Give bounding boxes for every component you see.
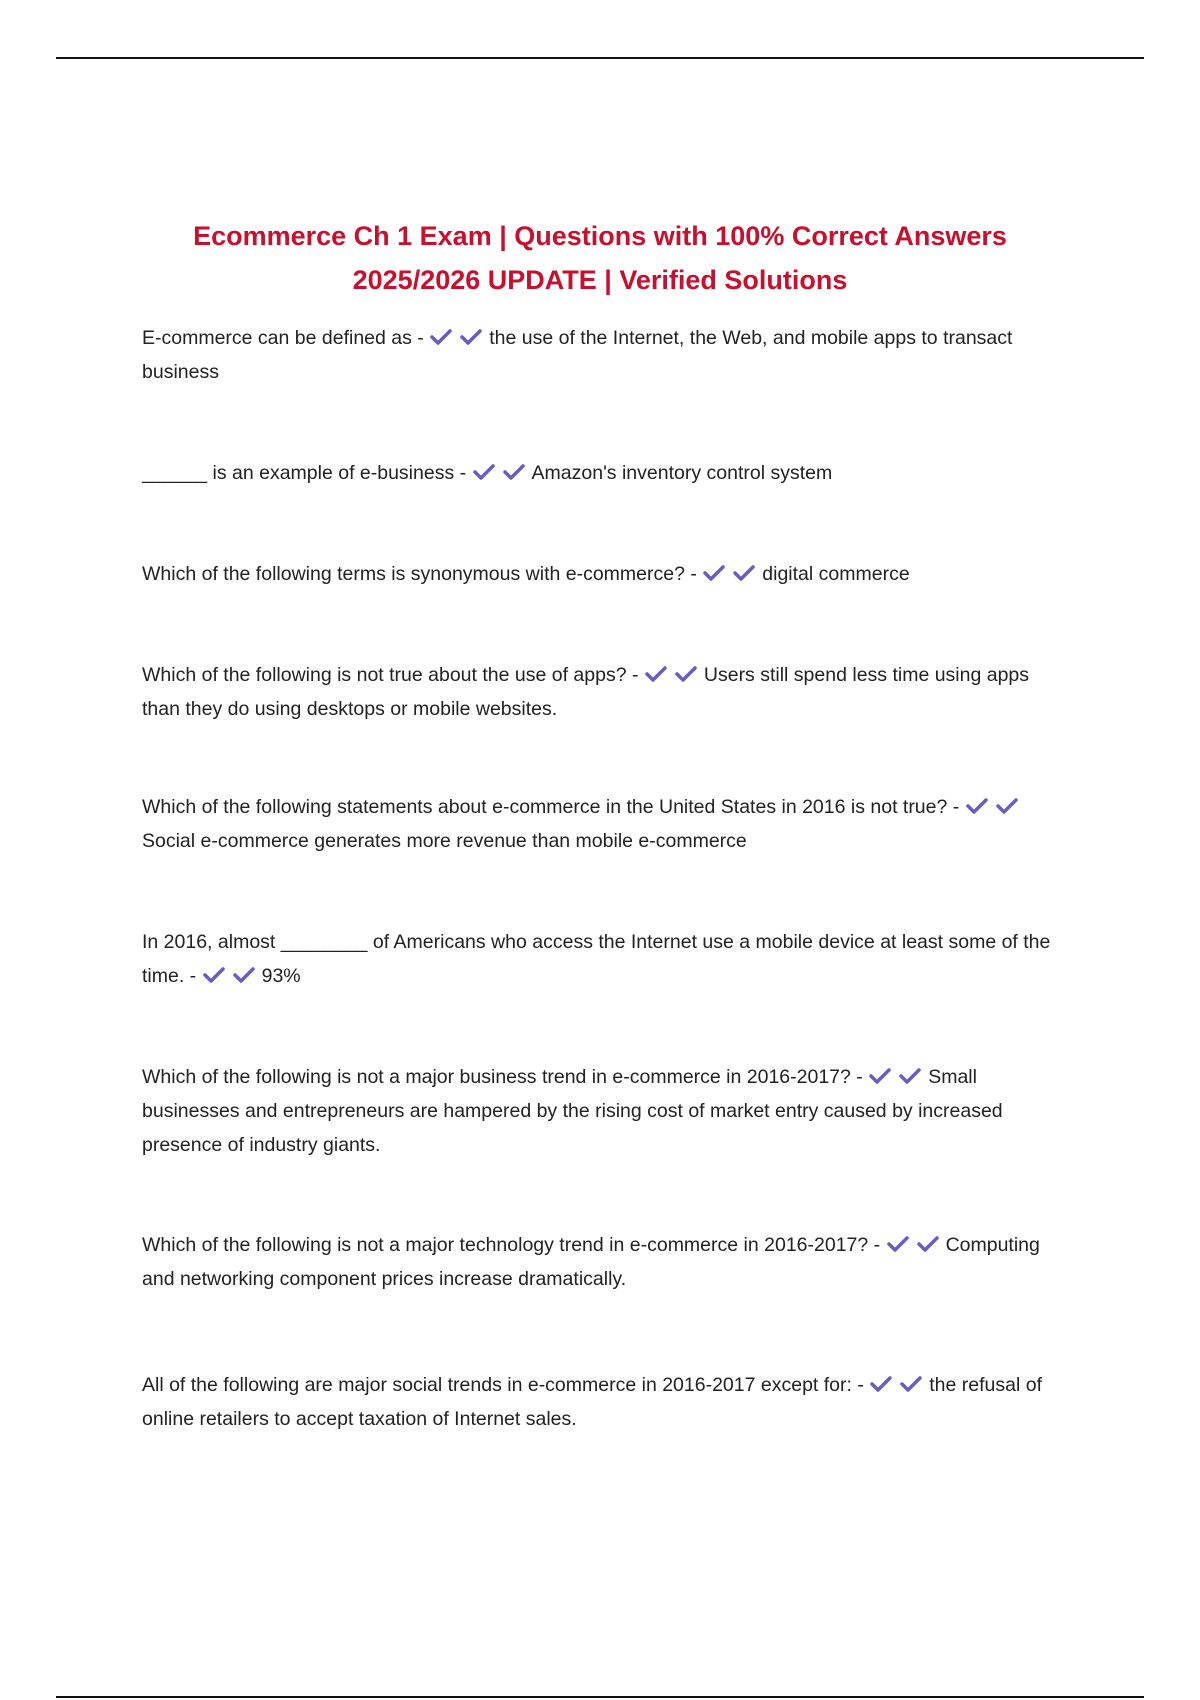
checkmark-icon [869, 1374, 893, 1394]
checkmark-icon [898, 1066, 922, 1086]
question-text: In 2016, almost ________ of Americans who access the Internet use a mobile device at least some of the time. - [142, 931, 1051, 987]
checkmark-icon [702, 563, 726, 583]
checkmark-icon [674, 664, 698, 684]
title-line-1: Ecommerce Ch 1 Exam | Questions with 100% Correct Answers [193, 221, 1007, 251]
qa-item-8 [142, 1228, 1062, 1296]
question-text: E-commerce can be defined as - [142, 327, 430, 349]
question-text: Which of the following terms is synonymous with e-commerce? - [142, 563, 703, 585]
checkmark-icon [965, 796, 989, 816]
qa-item-3 [142, 557, 1062, 591]
qa-item-1 [142, 321, 1062, 389]
checkmark-icon [429, 327, 453, 347]
question-text: All of the following are major social trends in e-commerce in 2016-2017 except for: - [142, 1374, 870, 1396]
answer-text: 93% [261, 965, 301, 987]
answer-text: the refusal of online retailers to accept taxation of Internet sales. [142, 1374, 1042, 1430]
checkmark-icon [899, 1374, 923, 1394]
checkmark-icon [916, 1234, 940, 1254]
checkmark-icon [644, 664, 668, 684]
document-title [100, 214, 1100, 302]
answer-text: Social e-commerce generates more revenue than mobile e-commerce [142, 830, 747, 852]
checkmark-icon [886, 1234, 910, 1254]
qa-item-2 [142, 456, 1062, 490]
top-rule [56, 57, 1144, 59]
question-text: ______ is an example of e-business - [142, 462, 472, 484]
checkmark-icon [995, 796, 1019, 816]
checkmark-icon [202, 965, 226, 985]
qa-item-5 [142, 790, 1062, 858]
question-text: Which of the following is not true about the use of apps? - [142, 664, 644, 686]
checkmark-icon [868, 1066, 892, 1086]
title-line-2: 2025/2026 UPDATE | Verified Solutions [352, 265, 848, 295]
checkmark-icon [502, 462, 526, 482]
answer-text: the use of the Internet, the Web, and mobile apps to transact business [142, 327, 1013, 383]
checkmark-icon [459, 327, 483, 347]
bottom-rule [56, 1696, 1144, 1698]
answer-text: Small businesses and entrepreneurs are hampered by the rising cost of market entry caused by increased presence of industry giants. [142, 1066, 1003, 1156]
qa-item-6 [142, 925, 1062, 993]
answer-text: Amazon's inventory control system [531, 462, 833, 484]
qa-item-4 [142, 658, 1062, 726]
qa-item-7 [142, 1060, 1062, 1162]
checkmark-icon [732, 563, 756, 583]
qa-item-9 [142, 1368, 1062, 1436]
checkmark-icon [472, 462, 496, 482]
question-text: Which of the following is not a major business trend in e-commerce in 2016-2017? - [142, 1066, 869, 1088]
question-text: Which of the following statements about e-commerce in the United States in 2016 is not true? - [142, 796, 965, 818]
question-text: Which of the following is not a major technology trend in e-commerce in 2016-2017? - [142, 1234, 886, 1256]
answer-text: Computing and networking component prices increase dramatically. [142, 1234, 1040, 1290]
answer-text: digital commerce [762, 563, 910, 585]
answer-text: Users still spend less time using apps than they do using desktops or mobile websites. [142, 664, 1030, 720]
checkmark-icon [232, 965, 256, 985]
